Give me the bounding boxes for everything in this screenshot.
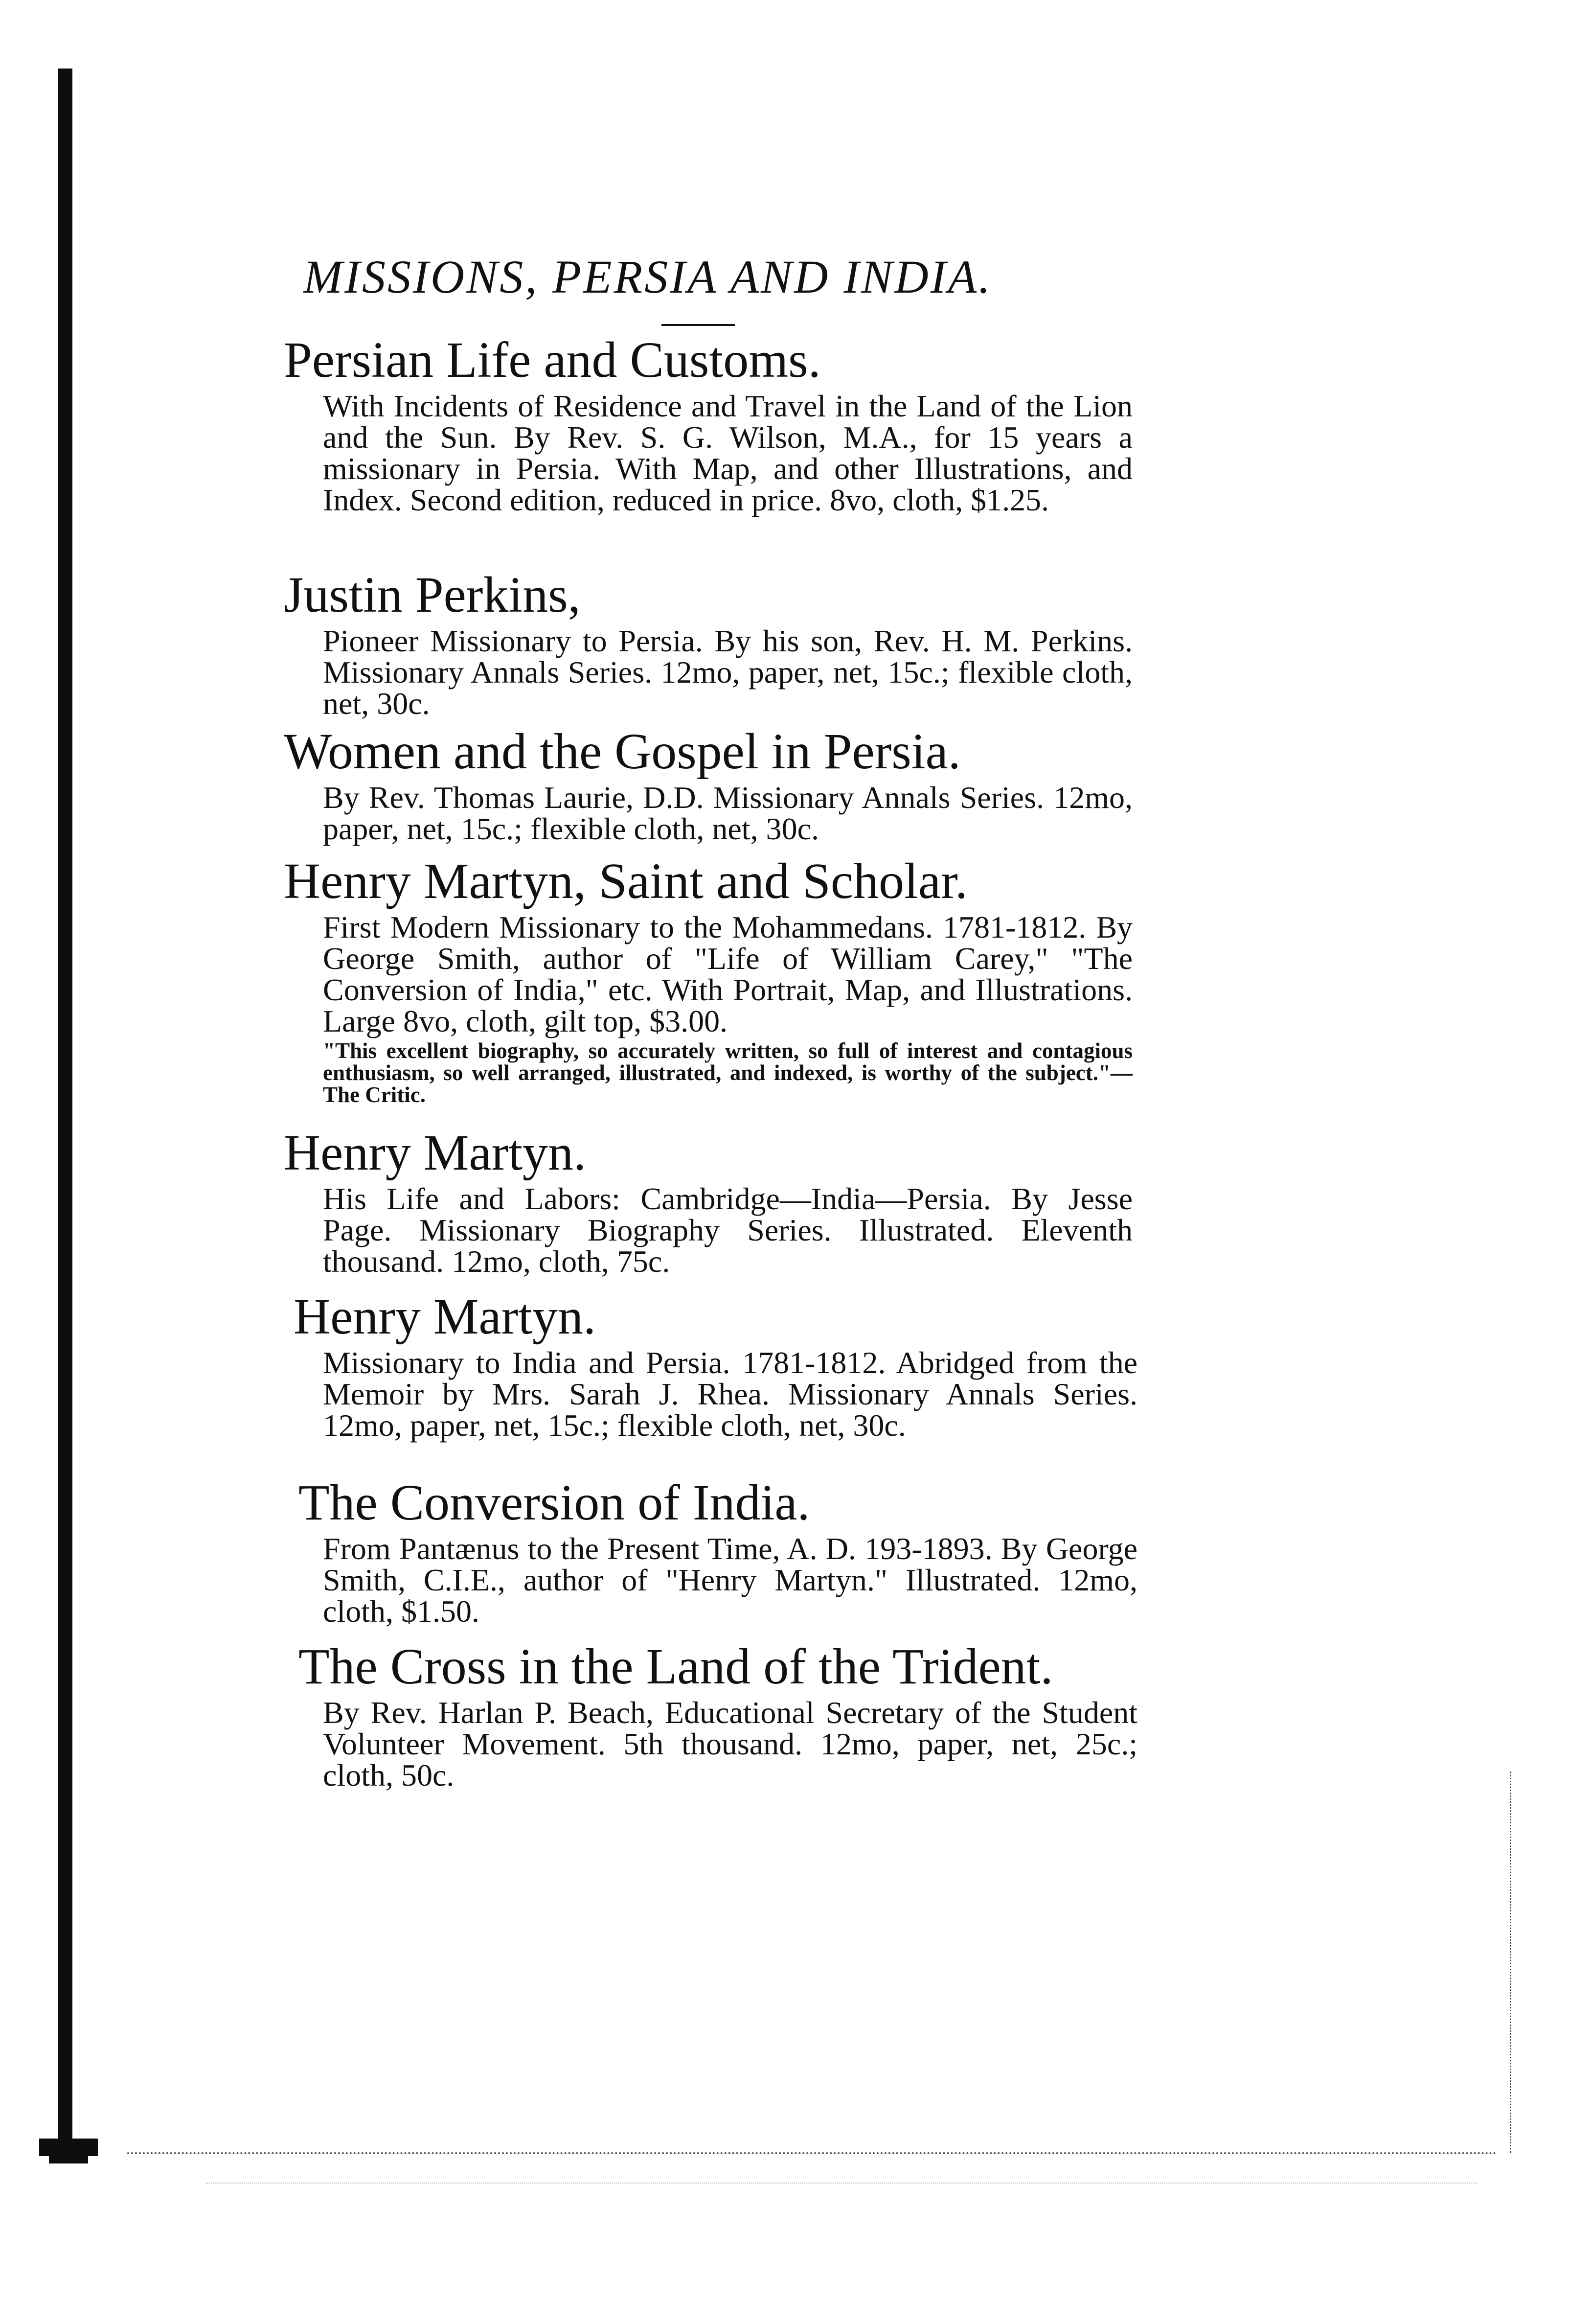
book-description: By Rev. Thomas Laurie, D.D. Missionary Annals Series. 12mo, paper, net, 15c.; flexible cloth, net, 30c. [323, 780, 1133, 846]
book-title: Henry Martyn, Saint and Scholar. [284, 853, 968, 909]
book-description: From Pantænus to the Present Time, A. D. 193-1893. By George Smith, C.I.E., author of "Henry Martyn." Illustrated. 12mo, cloth, $1.50. [323, 1531, 1137, 1629]
book-spine-shadow [58, 69, 72, 2153]
book-description: His Life and Labors: Cambridge—India—Persia. By Jesse Page. Missionary Biography Series. Illustrated. Eleventh thousand. 12mo, cloth, 75c. [323, 1181, 1133, 1279]
book-description: Pioneer Missionary to Persia. By his son, Rev. H. M. Perkins. Missionary Annals Series. 12mo, paper, net, 15c.; flexible cloth, net, 30c. [323, 623, 1133, 721]
page-edge-bottom-faint [205, 2183, 1478, 2184]
book-description: With Incidents of Residence and Travel in the Land of the Lion and the Sun. By Rev. S. G. Wilson, M.A., for 15 years a missionary in Persia. With Map, and other Illustrations, and Index. Second edition, reduced in price. 8vo, cloth, $1.25. [323, 389, 1133, 517]
book-entry [294, 1289, 1137, 1441]
book-spine-foot-base [49, 2156, 88, 2163]
book-description: First Modern Missionary to the Mohammedans. 1781-1812. By George Smith, author of "Life of William Carey," "The Conversion of India," etc. With Portrait, Map, and Illustrations. Large 8vo, cloth, gilt top, $3.00. [323, 910, 1133, 1038]
book-title: The Cross in the Land of the Trident. [298, 1638, 1053, 1695]
book-title: Justin Perkins, [284, 567, 581, 623]
book-spine-foot [39, 2139, 98, 2156]
book-title: Women and the Gospel in Persia. [284, 723, 961, 780]
book-entry [284, 333, 1133, 516]
page-edge-right [1510, 1772, 1511, 2153]
book-entry [284, 1126, 1133, 1277]
book-description: Missionary to India and Persia. 1781-1812. Abridged from the Memoir by Mrs. Sarah J. Rhea. Missionary Annals Series. 12mo, paper, net, 15c.; flexible cloth, net, 30c. [323, 1345, 1137, 1443]
book-description: By Rev. Harlan P. Beach, Educational Secretary of the Student Volunteer Movement. 5th thousand. 12mo, paper, net, 25c.; cloth, 50c. [323, 1695, 1137, 1793]
page-edge-bottom [127, 2152, 1497, 2154]
review-quote: "This excellent biography, so accurately written, so full of interest and contagious enthusiasm, so well arranged, illustrated, and indexed, is worthy of the subject."—The Critic. [323, 1038, 1133, 1107]
book-title: Henry Martyn. [294, 1289, 596, 1345]
book-entry [284, 854, 1133, 1106]
page-title: MISSIONS, PERSIA AND INDIA. [303, 251, 993, 303]
book-entry [298, 1475, 1137, 1627]
book-title: Persian Life and Customs. [284, 332, 821, 388]
book-title: The Conversion of India. [298, 1474, 810, 1531]
book-entry [298, 1639, 1137, 1791]
title-rule [661, 324, 735, 326]
book-title: Henry Martyn. [284, 1125, 587, 1181]
book-entry [284, 724, 1133, 845]
book-entry [284, 568, 1133, 719]
